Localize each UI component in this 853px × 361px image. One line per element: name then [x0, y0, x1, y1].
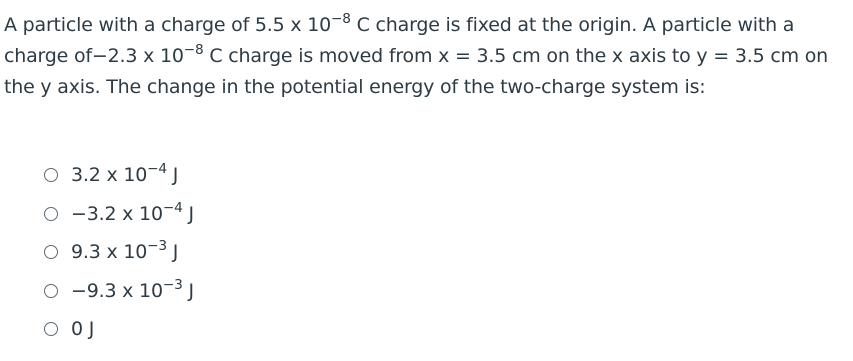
answer-label: 3.2 x $10^{-4}$ J: [71, 161, 179, 187]
radio-button-icon[interactable]: [44, 322, 58, 336]
question-part-1: A particle with a charge of 5.5 x 10: [4, 14, 332, 36]
answer-label: −3.2 x $10^{-4}$ J: [71, 199, 194, 225]
answer-options: [44, 156, 194, 349]
radio-button-icon[interactable]: [44, 207, 58, 221]
answer-label: 0 J: [71, 318, 95, 341]
answer-label: −9.3 x $10^{-3}$ J: [71, 276, 194, 302]
answer-option-2[interactable]: [44, 195, 194, 234]
question-part-2: C charge is fixed at the origin. A particle with a charge of−2.3 x 10: [4, 14, 795, 67]
answer-option-1[interactable]: [44, 156, 194, 195]
question-exponent-2: −8: [183, 42, 204, 58]
answer-option-3[interactable]: [44, 233, 194, 272]
radio-button-icon[interactable]: [44, 284, 58, 298]
question-text: [4, 10, 849, 103]
answer-option-4[interactable]: [44, 272, 194, 311]
radio-button-icon[interactable]: [44, 245, 58, 259]
question-exponent-1: −8: [331, 11, 351, 27]
question-part-3: C charge is moved from x = 3.5 cm on the x axis to y = 3.5 cm on the y axis. The change in the potential energy of the two-charge system is:: [4, 45, 828, 98]
answer-option-5[interactable]: [44, 310, 194, 349]
radio-button-icon[interactable]: [44, 168, 58, 182]
answer-label: 9.3 x $10^{-3}$ J: [71, 238, 179, 264]
